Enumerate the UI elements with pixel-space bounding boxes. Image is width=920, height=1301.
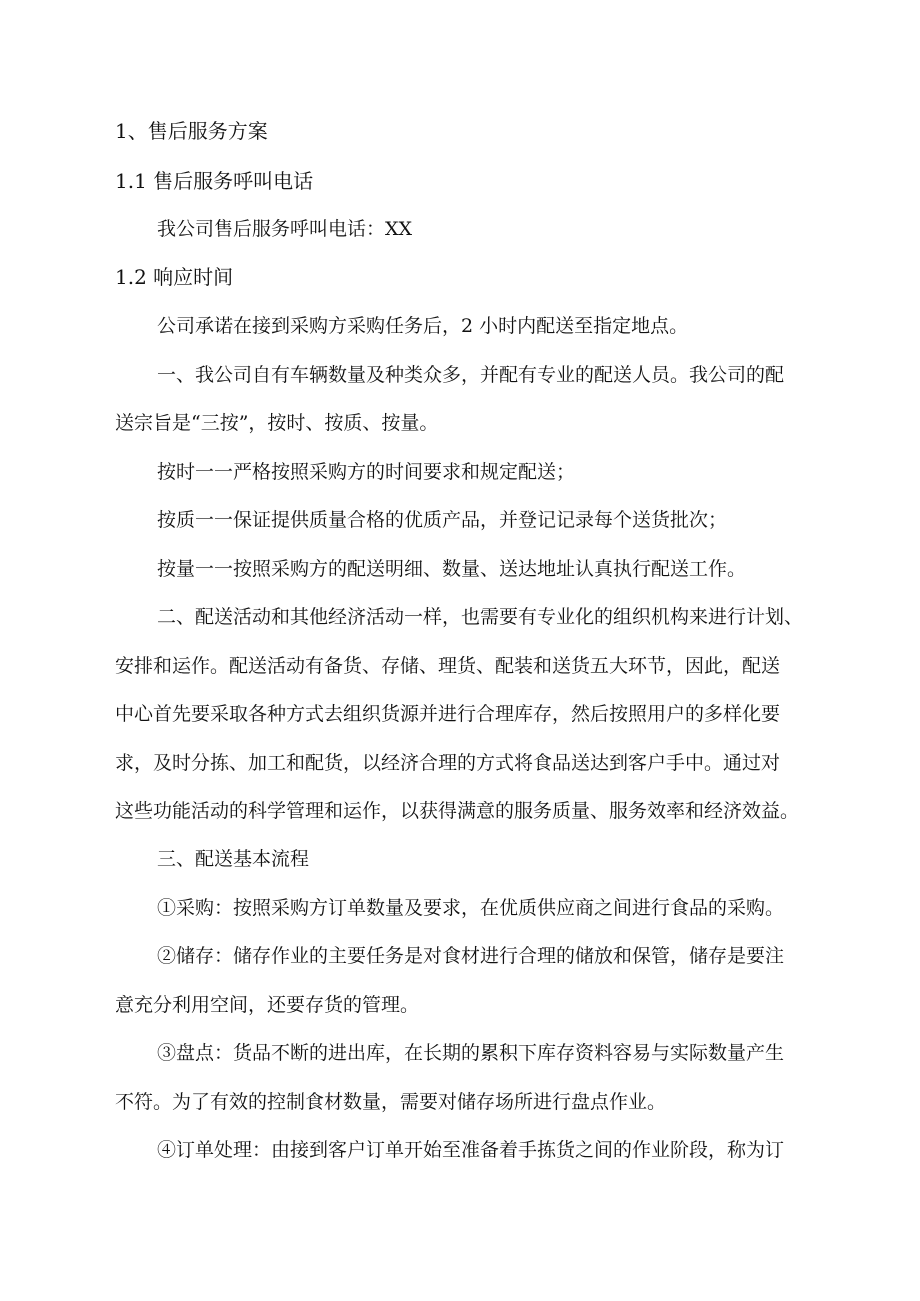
paragraph-2-line-4: 求，及时分拣、加工和配货，以经济合理的方式将食品送达到客户手中。通过对 [115, 752, 781, 774]
step-2-storage-line-1: ②储存：储存作业的主要任务是对食材进行合理的储放和保管，储存是要注 [157, 945, 785, 967]
on-time-text: 按时一一严格按照采购方的时间要求和规定配送； [157, 461, 576, 483]
hotline-text: 我公司售后服务呼叫电话：XX [157, 218, 413, 240]
step-3-inventory-line-2: 不符。为了有效的控制食材数量，需要对储存场所进行盘点作业。 [115, 1091, 667, 1113]
on-quantity-text: 按量一一按照采购方的配送明细、数量、送达地址认真执行配送工作。 [157, 558, 747, 580]
section-heading-1-1: 1.1 售后服务呼叫电话 [115, 169, 314, 193]
response-promise-text: 公司承诺在接到采购方采购任务后，2 小时内配送至指定地点。 [157, 315, 689, 337]
paragraph-2-line-3: 中心首先要采取各种方式去组织货源并进行合理库存，然后按照用户的多样化要 [115, 703, 781, 725]
step-2-storage-line-2: 意充分利用空间，还要存货的管理。 [115, 994, 420, 1016]
paragraph-1-line-1: 一、我公司自有车辆数量及种类众多，并配有专业的配送人员。我公司的配 [157, 364, 785, 386]
paragraph-3-heading: 三、配送基本流程 [157, 848, 310, 870]
step-3-inventory-line-1: ③盘点：货品不断的进出库，在长期的累积下库存资料容易与实际数量产生 [157, 1042, 785, 1064]
section-heading-1-2: 1.2 响应时间 [115, 265, 234, 289]
paragraph-2-line-1: 二、配送活动和其他经济活动一样，也需要有专业化的组织机构来进行计划、 [157, 606, 804, 628]
step-1-procurement: ①采购：按照采购方订单数量及要求，在优质供应商之间进行食品的采购。 [157, 897, 785, 919]
step-4-order-processing-line-1: ④订单处理：由接到客户订单开始至准备着手拣货之间的作业阶段，称为订 [157, 1139, 785, 1161]
paragraph-1-line-2: 送宗旨是“三按”，按时、按质、按量。 [115, 412, 439, 434]
paragraph-2-line-5: 这些功能活动的科学管理和运作，以获得满意的服务质量、服务效率和经济效益。 [115, 800, 800, 822]
section-heading-1: 1、售后服务方案 [115, 119, 268, 143]
on-quality-text: 按质一一保证提供质量合格的优质产品，并登记记录每个送货批次； [157, 509, 728, 531]
paragraph-2-line-2: 安排和运作。配送活动有备货、存储、理货、配装和送货五大环节，因此，配送 [115, 655, 781, 677]
